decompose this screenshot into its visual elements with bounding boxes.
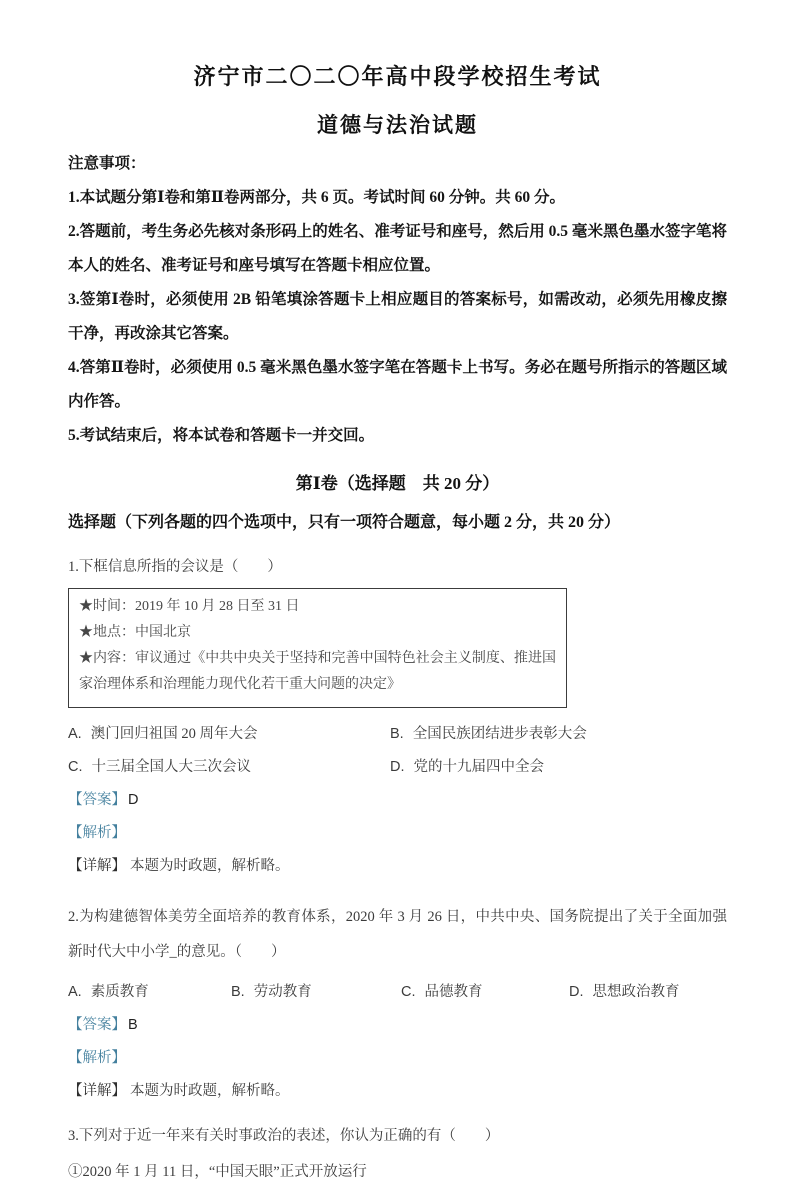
analysis-label: 【解析】 (68, 825, 126, 841)
question-3 (68, 1125, 727, 1183)
detail-label: 【详解】 (68, 858, 126, 874)
option-c-text: 十三届全国人大三次会议 (91, 759, 251, 775)
option-a-label: A. (68, 984, 82, 1000)
page-subtitle: 道德与法治试题 (317, 113, 478, 137)
detail-label: 【详解】 (68, 1083, 126, 1099)
info-box-line-content: ★内容：审议通过《中共中央关于坚持和完善中国特色社会主义制度、推进国家治理体系和治理能力现代化若干重大问题的决定》 (79, 651, 556, 692)
detail-text: 本题为时政题，解析略。 (130, 858, 290, 874)
question-1-detail-line (68, 856, 727, 876)
notice-item-5: 5.考试结束后，将本试卷和答题卡一并交回。 (68, 427, 375, 444)
notice-item-4: 4.答第Ⅱ卷时，必须使用 0.5 毫米黑色墨水签字笔在答题卡上书写。务必在题号所指示的答题区域内作答。 (68, 359, 727, 410)
info-box-line-place: ★地点：中国北京 (79, 625, 191, 640)
question-2-answer-line (68, 1015, 727, 1035)
question-1-info-box (68, 588, 567, 708)
option-d-label: D. (390, 759, 405, 775)
option-a (68, 724, 390, 744)
question-2-options (68, 982, 727, 1002)
option-d-text: 思想政治教育 (592, 984, 680, 1000)
option-a-text: 澳门回归祖国 20 周年大会 (90, 726, 258, 742)
question-1-options (68, 724, 727, 777)
option-a (68, 982, 231, 1002)
detail-text: 本题为时政题，解析略。 (130, 1083, 290, 1099)
answer-value: D (128, 792, 139, 808)
option-a-text: 素质教育 (90, 984, 149, 1000)
section-instruction: 选择题（下列各题的四个选项中，只有一项符合题意，每小题 2 分，共 20 分） (68, 514, 621, 531)
question-2-analysis-line (68, 1048, 727, 1068)
option-b (390, 724, 727, 744)
question-1 (68, 556, 727, 876)
question-2-stem: 2.为构建德智体美劳全面培养的教育体系，2020 年 3 月 26 日，中共中央、国务院提出了关于全面加强新时代大中小学_的意见。（ ） (68, 909, 727, 960)
option-b-label: B. (231, 984, 245, 1000)
answer-label: 【答案】 (68, 1017, 126, 1033)
notice-item-2: 2.答题前，考生务必先核对条形码上的姓名、准考证号和座号，然后用 0.5 毫米黑色墨水签字笔将本人的姓名、准考证号和座号填写在答题卡相应位置。 (68, 223, 727, 274)
answer-value: B (128, 1017, 138, 1033)
notice-item-1: 1.本试题分第Ⅰ卷和第Ⅱ卷两部分，共 6 页。考试时间 60 分钟。共 60 分。 (68, 189, 565, 206)
question-3-subitem-1: ①2020 年 1 月 11 日，“中国天眼”正式开放运行 (68, 1164, 367, 1180)
option-b (231, 982, 401, 1002)
option-d (569, 982, 727, 1002)
page-title: 济宁市二〇二〇年高中段学校招生考试 (193, 64, 602, 89)
option-d-label: D. (569, 984, 584, 1000)
part-one-heading: 第Ⅰ卷（选择题 共 20 分） (295, 474, 500, 493)
answer-label: 【答案】 (68, 792, 126, 808)
option-b-label: B. (390, 726, 404, 742)
question-2 (68, 900, 727, 1101)
question-1-stem: 1.下框信息所指的会议是（ ） (68, 559, 282, 575)
question-1-answer-line (68, 790, 727, 810)
option-a-label: A. (68, 726, 82, 742)
option-c (401, 982, 569, 1002)
option-d (390, 757, 727, 777)
analysis-label: 【解析】 (68, 1050, 126, 1066)
question-3-stem: 3.下列对于近一年来有关时事政治的表述，你认为正确的有（ ） (68, 1128, 500, 1144)
option-c-text: 品德教育 (424, 984, 483, 1000)
question-1-analysis-line (68, 823, 727, 843)
option-c-label: C. (68, 759, 83, 775)
option-c-label: C. (401, 984, 416, 1000)
info-box-line-time: ★时间：2019 年 10 月 28 日至 31 日 (79, 599, 300, 614)
notice-item-3: 3.签第Ⅰ卷时，必须使用 2B 铅笔填涂答题卡上相应题目的答案标号，如需改动，必须先用橡皮擦干净，再改涂其它答案。 (68, 291, 727, 342)
option-d-text: 党的十九届四中全会 (413, 759, 544, 775)
question-2-detail-line (68, 1081, 727, 1101)
option-c (68, 757, 390, 777)
notice-heading: 注意事项： (68, 155, 146, 172)
option-b-text: 全国民族团结进步表彰大会 (412, 726, 587, 742)
notice-section (68, 147, 727, 453)
option-b-text: 劳动教育 (253, 984, 312, 1000)
